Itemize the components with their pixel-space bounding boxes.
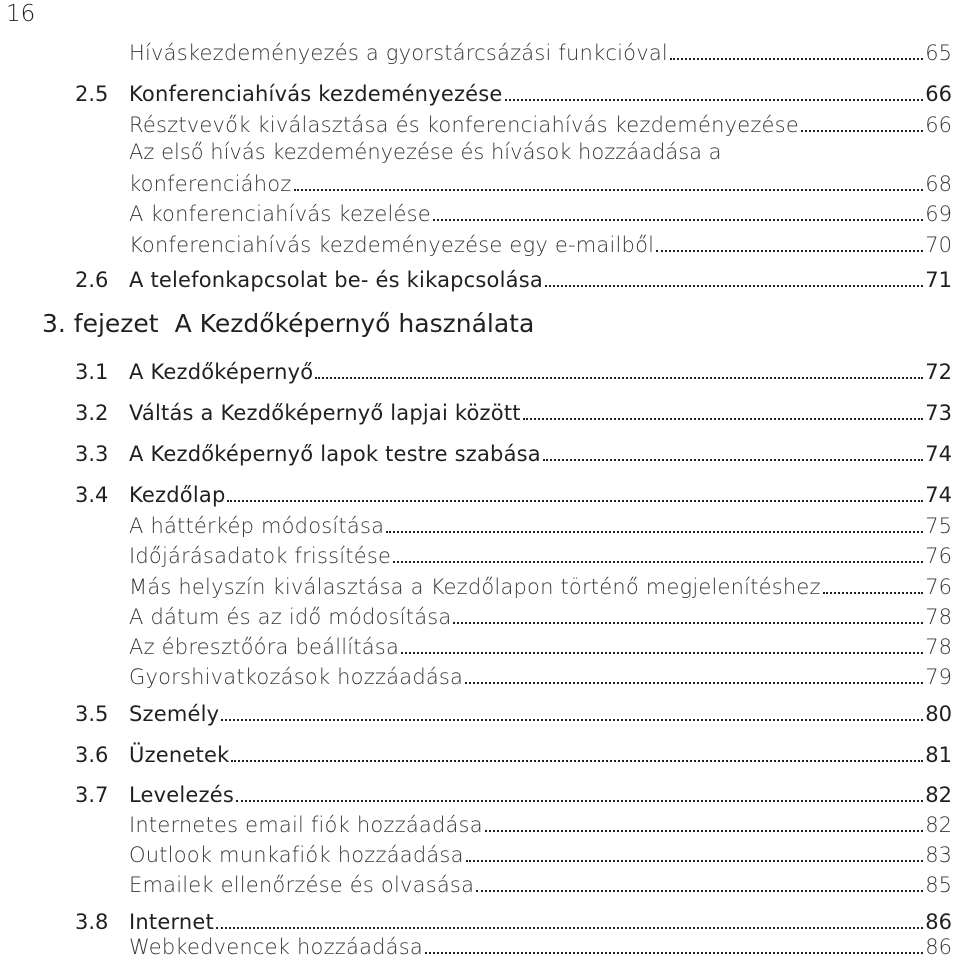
toc-entry-page: 65 [925,41,952,65]
toc-entry-page: 76 [925,575,952,599]
toc-section-number: 3.2 [75,401,109,425]
toc-section-page: 74 [925,442,952,466]
toc-entry-page: 79 [925,665,952,689]
dot-leader [393,560,923,563]
toc-entry-page: 68 [925,172,952,196]
dot-leader [656,249,923,252]
toc-section-title: Levelezés [129,783,235,807]
toc-section-title: Üzenetek [129,743,230,767]
toc-section-number: 3.8 [75,910,109,934]
toc-entry-page: 78 [925,605,952,629]
toc-entry-title: Időjárásadatok frissítése [129,544,392,568]
toc-entry-page: 75 [925,514,952,538]
toc-section-number: 3.5 [75,702,109,726]
toc-entry[interactable] [0,926,960,960]
toc-entry[interactable] [0,656,960,690]
toc-section[interactable] [0,774,960,808]
toc-entry-title: Webkedvencek hozzáadása [129,935,423,959]
toc-entry[interactable] [0,566,960,600]
dot-leader [485,829,923,832]
toc-entry-title: Gyorshivatkozások hozzáadása [129,665,464,689]
toc-section-title: Személy [129,702,220,726]
toc-section-number: 3.4 [75,483,109,507]
toc-section-number: 3.7 [75,783,109,807]
toc-entry[interactable] [0,193,960,227]
toc-section[interactable] [0,474,960,508]
toc-section-number: 2.6 [75,268,109,292]
toc-entry[interactable] [0,505,960,539]
dot-leader [294,188,924,191]
toc-entry-page: 78 [925,635,952,659]
toc-section-page: 72 [925,360,952,384]
toc-section-page: 66 [925,82,952,106]
dot-leader [221,718,923,721]
toc-section[interactable] [0,392,960,426]
dot-leader [401,651,923,654]
toc-entry[interactable] [0,834,960,868]
toc-section-number: 2.5 [75,82,109,106]
toc-entry-page: 76 [925,544,952,568]
toc-section-title: A Kezdőképernyő [129,360,314,384]
toc-entry[interactable] [0,32,960,66]
toc-section-title: A telefonkapcsolat be- és kikapcsolása [129,268,543,292]
toc-section-page: 81 [925,743,952,767]
dot-leader [505,98,924,101]
toc-section-page: 86 [925,910,952,934]
toc-entry-title: konferenciához [129,172,292,196]
dot-leader [236,799,923,802]
dot-leader [801,129,923,132]
dot-leader [315,376,923,379]
toc-section[interactable] [0,351,960,385]
dot-leader [465,681,923,684]
toc-entry-title: Emailek ellenőrzése és olvasása [129,873,475,897]
toc-section-title: Kezdőlap [129,483,226,507]
toc-section-title: Konferenciahívás kezdeményezése [129,82,503,106]
dot-leader [523,417,924,420]
toc-entry-title: Más helyszín kiválasztása a Kezdőlapon történő megjelenítéshez [129,575,821,599]
toc-entry-title: Résztvevők kiválasztása és konferenciahívás kezdeményezése [129,113,799,137]
dot-leader [823,591,924,594]
toc-section-title: A Kezdőképernyő lapok testre szabása [129,442,541,466]
toc-entry-title: Konferenciahívás kezdeményezése egy e-mailből [129,233,655,257]
toc-entry-title-line1: Az első hívás kezdeményezése és hívások hozzáadása a [129,140,722,164]
dot-leader [466,859,924,862]
page-number: 16 [6,1,36,27]
toc-entry-page: 86 [925,935,952,959]
dot-leader [433,218,923,221]
toc-section[interactable] [0,73,960,107]
toc-section-page: 74 [925,483,952,507]
toc-entry-title: Az ébresztőóra beállítása [129,635,400,659]
toc-section-page: 80 [925,702,952,726]
toc-entry-page: 70 [925,233,952,257]
toc-entry[interactable] [0,104,960,138]
dot-leader [425,951,923,954]
dot-leader [545,284,923,287]
dot-leader [231,759,923,762]
toc-entry[interactable] [0,626,960,660]
dot-leader [543,458,923,461]
dot-leader [453,621,923,624]
toc-entry[interactable] [0,804,960,838]
chapter-heading[interactable] [42,308,534,340]
toc-entry-title: Outlook munkafiók hozzáadása [129,843,464,867]
toc-section-title: Internet [129,910,214,934]
toc-entry[interactable] [0,535,960,569]
toc-entry-page: 83 [925,843,952,867]
toc-section[interactable] [0,259,960,293]
toc-entry[interactable] [0,163,960,197]
toc-entry-page: 69 [925,202,952,226]
toc-section-page: 71 [925,268,952,292]
toc-entry-title: Internetes email fiók hozzáadása [129,813,483,837]
toc-section-page: 82 [925,783,952,807]
dot-leader [227,499,923,502]
toc-section[interactable] [0,693,960,727]
dot-leader [476,889,923,892]
toc-section[interactable] [0,433,960,467]
toc-entry[interactable] [0,224,960,258]
toc-section-page: 73 [925,401,952,425]
toc-entry-title: A dátum és az idő módosítása [129,605,452,629]
toc-entry[interactable] [0,596,960,630]
toc-section-number: 3.1 [75,360,109,384]
toc-section-number: 3.3 [75,442,109,466]
toc-entry-title: A konferenciahívás kezelése [129,202,431,226]
toc-section-title: Váltás a Kezdőképernyő lapjai között [129,401,521,425]
dot-leader [386,530,923,533]
chapter-label: 3. fejezet [42,309,159,338]
toc-entry-title: Híváskezdeményezés a gyorstárcsázási funkcióval [129,41,668,65]
toc-entry-page: 85 [925,873,952,897]
toc-entry-title: A háttérkép módosítása [129,514,385,538]
toc-section[interactable] [0,734,960,768]
toc-section-number: 3.6 [75,743,109,767]
dot-leader [670,57,923,60]
toc-entry[interactable] [0,864,960,898]
toc-entry-page: 66 [925,113,952,137]
toc-entry-page: 82 [925,813,952,837]
chapter-title: A Kezdőképernyő használata [174,309,535,338]
